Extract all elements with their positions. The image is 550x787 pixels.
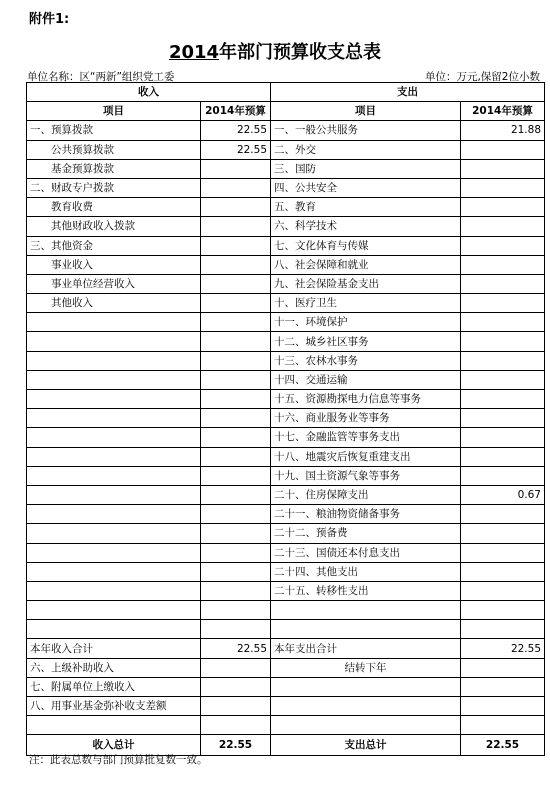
income-value [201,601,271,620]
unit-name: 单位名称：区“两新”组织党工委 [27,71,175,83]
expense-value [461,543,545,562]
income-value [201,236,271,255]
table-row [27,658,545,677]
expense-item [271,601,461,620]
income-value [201,620,271,639]
income-item: 事业收入 [27,255,201,274]
expense-item: 十九、国土资源气象等事务 [271,466,461,485]
income-budget-header: 2014年预算 [201,102,271,121]
page-title [0,38,550,64]
unit-of-measure: 单位：万元,保留2位小数 [424,71,540,83]
expense-value [461,236,545,255]
income-value [201,274,271,293]
carry-forward-value [461,658,545,677]
year-expense-label: 本年支出合计 [271,639,461,658]
expense-value [461,140,545,159]
table-row [27,466,545,485]
table-row [27,562,545,581]
expense-item: 十四、交通运输 [271,370,461,389]
income-header: 收入 [27,83,271,102]
income-value [201,562,271,581]
expense-item: 十五、资源勘探电力信息等事务 [271,390,461,409]
income-value: 22.55 [201,121,271,140]
income-item [27,466,201,485]
expense-value [461,447,545,466]
title-text: 年部门预算收支总表 [219,42,382,63]
table-row [27,677,545,696]
expense-item: 五、教育 [271,198,461,217]
income-item [27,332,201,351]
income-value [201,581,271,600]
table-row [27,140,545,159]
empty-cell [271,697,461,716]
income-item: 教育收费 [27,198,201,217]
table-row [27,601,545,620]
expense-item: 二、外交 [271,140,461,159]
income-total-label: 收入总计 [27,735,201,756]
expense-value: 0.67 [461,485,545,504]
table-row [27,313,545,332]
expense-item: 十二、城乡社区事务 [271,332,461,351]
table-row [27,390,545,409]
income-value [201,390,271,409]
table-row [27,198,545,217]
expense-value [461,562,545,581]
table-row [27,121,545,140]
table-row [27,524,545,543]
table-row [27,236,545,255]
title-year: 2014 [168,42,220,63]
expense-value [461,351,545,370]
expense-item-header: 项目 [271,102,461,121]
table-row [27,543,545,562]
income-item [27,351,201,370]
budget-table [26,82,545,756]
income-item: 事业单位经营收入 [27,274,201,293]
empty-cell [201,697,271,716]
income-value [201,198,271,217]
year-income-value: 22.55 [201,639,271,658]
income-value [201,217,271,236]
income-item [27,505,201,524]
empty-cell [461,697,545,716]
expense-value [461,505,545,524]
expense-item: 四、公共安全 [271,178,461,197]
expense-value: 21.88 [461,121,545,140]
income-value [201,505,271,524]
attachment-label: 附件1: [29,12,70,27]
income-value [201,428,271,447]
expense-value [461,524,545,543]
expense-value [461,294,545,313]
table-row [27,351,545,370]
expense-value [461,313,545,332]
footnote: 注：此表总数与部门预算批复数一致。 [29,754,208,766]
expense-value [461,428,545,447]
income-item [27,428,201,447]
expense-value [461,466,545,485]
table-row [27,159,545,178]
expense-value [461,159,545,178]
empty-cell [27,716,201,735]
expense-item: 二十五、转移性支出 [271,581,461,600]
expense-value [461,178,545,197]
income-item [27,543,201,562]
income-item-header: 项目 [27,102,201,121]
expense-item: 一、一般公共服务 [271,121,461,140]
income-item [27,485,201,504]
expense-item: 六、科学技术 [271,217,461,236]
affiliated-income-label: 七、附属单位上缴收入 [27,677,201,696]
table-row [27,447,545,466]
table-row [27,697,545,716]
income-item [27,409,201,428]
year-expense-value: 22.55 [461,639,545,658]
expense-value [461,581,545,600]
upper-subsidy-label: 六、上级补助收入 [27,658,201,677]
section-header-row [27,83,545,102]
expense-item: 二十一、粮油物资储备事务 [271,505,461,524]
income-value [201,466,271,485]
income-value [201,524,271,543]
expense-item: 十七、金融监管等事务支出 [271,428,461,447]
income-item [27,313,201,332]
table-row [27,255,545,274]
income-value [201,313,271,332]
column-header-row [27,102,545,121]
expense-value [461,409,545,428]
expense-item [271,620,461,639]
expense-value [461,274,545,293]
income-item: 二、财政专户拨款 [27,178,201,197]
income-item [27,370,201,389]
expense-item: 二十四、其他支出 [271,562,461,581]
expense-item: 十、医疗卫生 [271,294,461,313]
table-row [27,428,545,447]
income-item [27,390,201,409]
year-total-row [27,639,545,658]
income-value [201,370,271,389]
expense-value [461,620,545,639]
income-value [201,409,271,428]
expense-value [461,390,545,409]
expense-value [461,198,545,217]
carry-forward-label: 结转下年 [271,658,461,677]
table-row [27,409,545,428]
income-value [201,178,271,197]
income-value [201,351,271,370]
table-row [27,217,545,236]
upper-subsidy-value [201,658,271,677]
table-row [27,274,545,293]
empty-cell [201,677,271,696]
income-item [27,581,201,600]
income-value [201,255,271,274]
table-row [27,178,545,197]
income-item [27,562,201,581]
expense-value [461,332,545,351]
income-item: 三、其他资金 [27,236,201,255]
income-item: 一、预算拨款 [27,121,201,140]
expense-total-label: 支出总计 [271,735,461,756]
year-income-label: 本年收入合计 [27,639,201,658]
income-item: 其他收入 [27,294,201,313]
expense-item: 九、社会保险基金支出 [271,274,461,293]
expense-item: 十六、商业服务业等事务 [271,409,461,428]
income-value [201,447,271,466]
income-value [201,485,271,504]
expense-item: 二十三、国债还本付息支出 [271,543,461,562]
income-item: 公共预算拨款 [27,140,201,159]
income-item [27,447,201,466]
income-value [201,332,271,351]
income-value [201,159,271,178]
empty-cell [271,716,461,735]
empty-cell [271,677,461,696]
fund-balance-label: 八、用事业基金弥补收支差额 [27,697,201,716]
empty-cell [461,716,545,735]
table-row [27,332,545,351]
expense-value [461,255,545,274]
table-row [27,485,545,504]
table-row [27,620,545,639]
income-item [27,620,201,639]
empty-cell [201,716,271,735]
income-item [27,524,201,543]
expense-budget-header: 2014年预算 [461,102,545,121]
expense-value [461,601,545,620]
income-item [27,601,201,620]
income-value: 22.55 [201,140,271,159]
expense-item: 十八、地震灾后恢复重建支出 [271,447,461,466]
table-row [27,716,545,735]
expense-item: 三、国防 [271,159,461,178]
income-value [201,543,271,562]
income-item: 其他财政收入拨款 [27,217,201,236]
expense-item: 八、社会保障和就业 [271,255,461,274]
expense-item: 十一、环境保护 [271,313,461,332]
expense-item: 二十二、预备费 [271,524,461,543]
expense-total-value: 22.55 [461,735,545,756]
expense-value [461,370,545,389]
empty-cell [461,677,545,696]
income-total-value: 22.55 [201,735,271,756]
table-row [27,294,545,313]
table-row [27,505,545,524]
expense-item: 十三、农林水事务 [271,351,461,370]
table-row [27,581,545,600]
income-item: 基金预算拨款 [27,159,201,178]
expense-header: 支出 [271,83,545,102]
expense-item: 七、文化体育与传媒 [271,236,461,255]
expense-value [461,217,545,236]
income-value [201,294,271,313]
expense-item: 二十、住房保障支出 [271,485,461,504]
table-row [27,370,545,389]
